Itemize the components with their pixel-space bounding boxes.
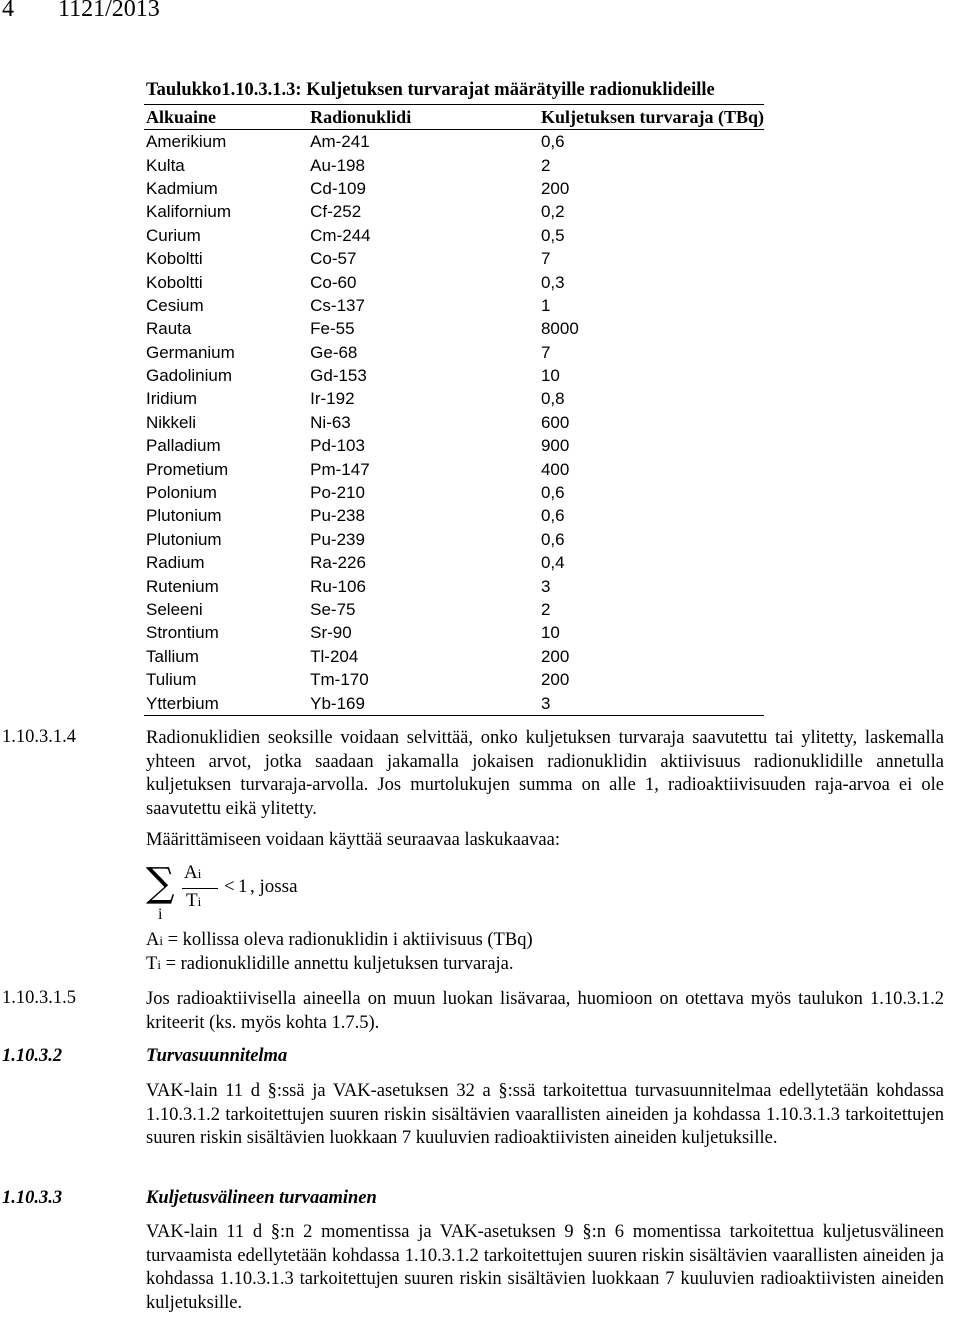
cell-element: Kadmium <box>146 178 218 198</box>
cell-element: Kulta <box>146 155 185 175</box>
cell-element: Amerikium <box>146 132 227 152</box>
table-row <box>144 177 764 200</box>
cell-element: Plutonium <box>146 506 222 526</box>
cell-element: Kalifornium <box>146 202 232 222</box>
cell-radionuclide: Ge-68 <box>310 342 358 362</box>
table-row <box>144 294 764 317</box>
cell-limit: 200 <box>540 178 570 198</box>
cell-limit: 10 <box>540 623 560 643</box>
table-row <box>144 481 764 504</box>
cell-radionuclide: Gd-153 <box>310 366 367 386</box>
cell-element: Palladium <box>146 436 221 456</box>
section-text-1-10-3-1-4: Radionuklidien seoksille voidaan selvittää, onko kuljetuksen turvaraja saavutettu tai ylitetty, laskemalla yhteen arvot, jotka saadaan jakamalla jokaisen radionuklidin aktiivisuus radionuklidille annetulla kuljetuksen turvaraja-arvolla. Jos murtolukujen summa on alle 1, radioaktiivisuuden raja-arvoa ei ole saavutettu eikä ylitetty. <box>146 728 944 819</box>
table-row <box>144 153 764 176</box>
cell-element: Strontium <box>146 623 219 643</box>
section-number-1-10-3-2: 1.10.3.2 <box>2 1046 63 1066</box>
column-header-element: Alkuaine <box>144 105 308 130</box>
section-text-1-10-3-1-5: Jos radioaktiivisella aineella on muun luokan lisävaraa, huomioon on otettava myös taulukon 1.10.3.1.2 kriteerit (ks. myös kohta 1.7.5). <box>146 989 944 1033</box>
table-row <box>144 528 764 551</box>
cell-limit: 0,2 <box>540 202 565 222</box>
section-heading-1-10-3-3: Kuljetusvälineen turvaaminen <box>146 1188 377 1208</box>
table-row <box>144 504 764 527</box>
cell-limit: 0,3 <box>540 272 565 292</box>
table-row <box>144 387 764 410</box>
sum-formula <box>146 862 406 922</box>
fraction-numerator: Ai <box>184 862 202 883</box>
cell-element: Tallium <box>146 646 199 666</box>
cell-limit: 7 <box>540 342 551 362</box>
cell-limit: 7 <box>540 249 551 269</box>
table-row <box>144 551 764 574</box>
formula-intro: Määrittämiseen voidaan käyttää seuraavaa laskukaavaa: <box>146 830 560 850</box>
document-id: 1121/2013 <box>58 0 160 22</box>
cell-radionuclide: Pu-239 <box>310 529 365 549</box>
cell-limit: 8000 <box>540 319 579 339</box>
cell-element: Tulium <box>146 670 197 690</box>
fraction-denominator: Ti <box>186 890 202 911</box>
cell-element: Rutenium <box>146 576 219 596</box>
cell-limit: 0,6 <box>540 132 565 152</box>
cell-radionuclide: Tl-204 <box>310 646 359 666</box>
cell-limit: 2 <box>540 600 551 619</box>
cell-element: Cesium <box>146 295 204 315</box>
section-number-1-10-3-3: 1.10.3.3 <box>2 1188 63 1208</box>
cell-radionuclide: Am-241 <box>310 132 370 152</box>
table-title: Taulukko1.10.3.1.3: Kuljetuksen turvarajat määrätyille radionuklideille <box>146 80 715 100</box>
cell-limit: 0,8 <box>540 389 565 409</box>
cell-limit: 0,6 <box>540 529 565 549</box>
cell-radionuclide: Au-198 <box>310 155 365 175</box>
table-row <box>144 598 764 621</box>
cell-radionuclide: Se-75 <box>310 600 356 619</box>
cell-element: Koboltti <box>146 249 203 269</box>
cell-limit: 3 <box>540 576 551 596</box>
column-header-radionuclide: Radionuklidi <box>308 105 539 130</box>
cell-limit: 200 <box>540 646 570 666</box>
cell-radionuclide: Cd-109 <box>310 178 366 198</box>
cell-radionuclide: Ru-106 <box>310 576 366 596</box>
cell-radionuclide: Co-60 <box>310 272 357 292</box>
section-text-1-10-3-2: VAK-lain 11 d §:ssä ja VAK-asetuksen 32 a §:ssä tarkoitettua turvasuunnitelmaa edellytetään kohdassa 1.10.3.1.2 tarkoitettujen suuren riskin sisältävien vaarallisten aineiden ja kohdassa 1.10.3.1.3 tarkoitettujen suuren riskin sisältävien luokkaan 7 kuuluvien radioaktiivisten aineiden kuljetuksille. <box>146 1081 944 1148</box>
fraction-bar <box>182 888 218 889</box>
cell-element: Radium <box>146 553 205 573</box>
cell-radionuclide: Pu-238 <box>310 506 365 526</box>
cell-limit: 900 <box>540 436 570 456</box>
cell-limit: 600 <box>540 412 570 432</box>
cell-element: Koboltti <box>146 272 203 292</box>
cell-radionuclide: Po-210 <box>310 483 365 503</box>
cell-element: Gadolinium <box>146 366 232 386</box>
table-row <box>144 317 764 340</box>
section-number-1-10-3-1-5: 1.10.3.1.5 <box>2 988 76 1008</box>
cell-limit: 200 <box>540 670 570 690</box>
cell-radionuclide: Cs-137 <box>310 295 365 315</box>
cell-element: Iridium <box>146 389 198 409</box>
page-number: 4 <box>2 0 14 22</box>
formula-bound: 1 <box>238 876 248 897</box>
table-row <box>144 364 764 387</box>
cell-element: Polonium <box>146 483 217 503</box>
cell-limit: 0,4 <box>540 553 565 573</box>
table-row <box>144 691 764 715</box>
table-row <box>144 200 764 223</box>
definition-a: Ai = kollissa oleva radionuklidin i aktiivisuus (TBq) <box>146 930 533 950</box>
table-row <box>144 574 764 597</box>
table-row <box>144 434 764 457</box>
table-header-row <box>144 105 764 130</box>
table-row <box>144 247 764 270</box>
sum-index: i <box>158 906 163 923</box>
table-row <box>144 621 764 644</box>
cell-limit: 400 <box>540 459 570 479</box>
cell-element: Plutonium <box>146 529 222 549</box>
cell-radionuclide: Ir-192 <box>310 389 355 409</box>
cell-radionuclide: Ra-226 <box>310 553 366 573</box>
cell-limit: 0,6 <box>540 483 565 503</box>
formula-suffix: , jossa <box>250 876 298 897</box>
cell-element: Prometium <box>146 459 229 479</box>
cell-limit: 2 <box>540 155 551 175</box>
cell-radionuclide: Co-57 <box>310 249 357 269</box>
table-row <box>144 341 764 364</box>
table-row <box>144 270 764 293</box>
cell-radionuclide: Sr-90 <box>310 623 352 643</box>
cell-element: Rauta <box>146 319 192 339</box>
cell-element: Seleeni <box>146 600 203 619</box>
definition-t: Ti = radionuklidille annettu kuljetuksen turvaraja. <box>146 954 514 974</box>
cell-limit: 10 <box>540 366 560 386</box>
table-body <box>144 130 764 716</box>
less-than-sign: < <box>224 876 235 897</box>
cell-limit: 0,6 <box>540 506 565 526</box>
table-row <box>144 645 764 668</box>
cell-element: Germanium <box>146 342 235 362</box>
cell-limit: 3 <box>539 691 764 715</box>
section-text-1-10-3-3: VAK-lain 11 d §:n 2 momentissa ja VAK-asetuksen 9 §:n 6 momentissa tarkoitettua kuljetusvälineen turvaamista edellytetään kohdassa 1.10.3.1.2 tarkoitettujen suuren riskin sisältävien vaarallisten aineiden ja kohdassa 1.10.3.1.3 tarkoitettujen suuren riskin sisältävien luokkaan 7 kuuluvien radioaktiivisten aineiden kuljetuksille. <box>146 1222 944 1313</box>
table-row <box>144 668 764 691</box>
cell-element: Nikkeli <box>146 412 197 432</box>
table-row <box>144 130 764 154</box>
cell-radionuclide: Cf-252 <box>310 202 362 222</box>
section-number-1-10-3-1-4: 1.10.3.1.4 <box>2 727 76 747</box>
cell-radionuclide: Fe-55 <box>310 319 355 339</box>
column-header-limit: Kuljetuksen turvaraja (TBq) <box>539 105 764 130</box>
cell-element: Ytterbium <box>144 691 308 715</box>
cell-element: Curium <box>146 225 201 245</box>
radionuclide-table <box>144 104 764 716</box>
cell-radionuclide: Pm-147 <box>310 459 370 479</box>
table-row <box>144 457 764 480</box>
table-row <box>144 411 764 434</box>
cell-radionuclide: Ni-63 <box>310 412 351 432</box>
cell-radionuclide: Yb-169 <box>308 691 539 715</box>
table-row <box>144 224 764 247</box>
section-heading-1-10-3-2: Turvasuunnitelma <box>146 1046 288 1066</box>
sigma-symbol: ∑ <box>146 860 175 906</box>
cell-radionuclide: Tm-170 <box>310 670 369 690</box>
cell-radionuclide: Cm-244 <box>310 225 371 245</box>
cell-limit: 1 <box>540 295 551 315</box>
cell-radionuclide: Pd-103 <box>310 436 365 456</box>
cell-limit: 0,5 <box>540 225 565 245</box>
